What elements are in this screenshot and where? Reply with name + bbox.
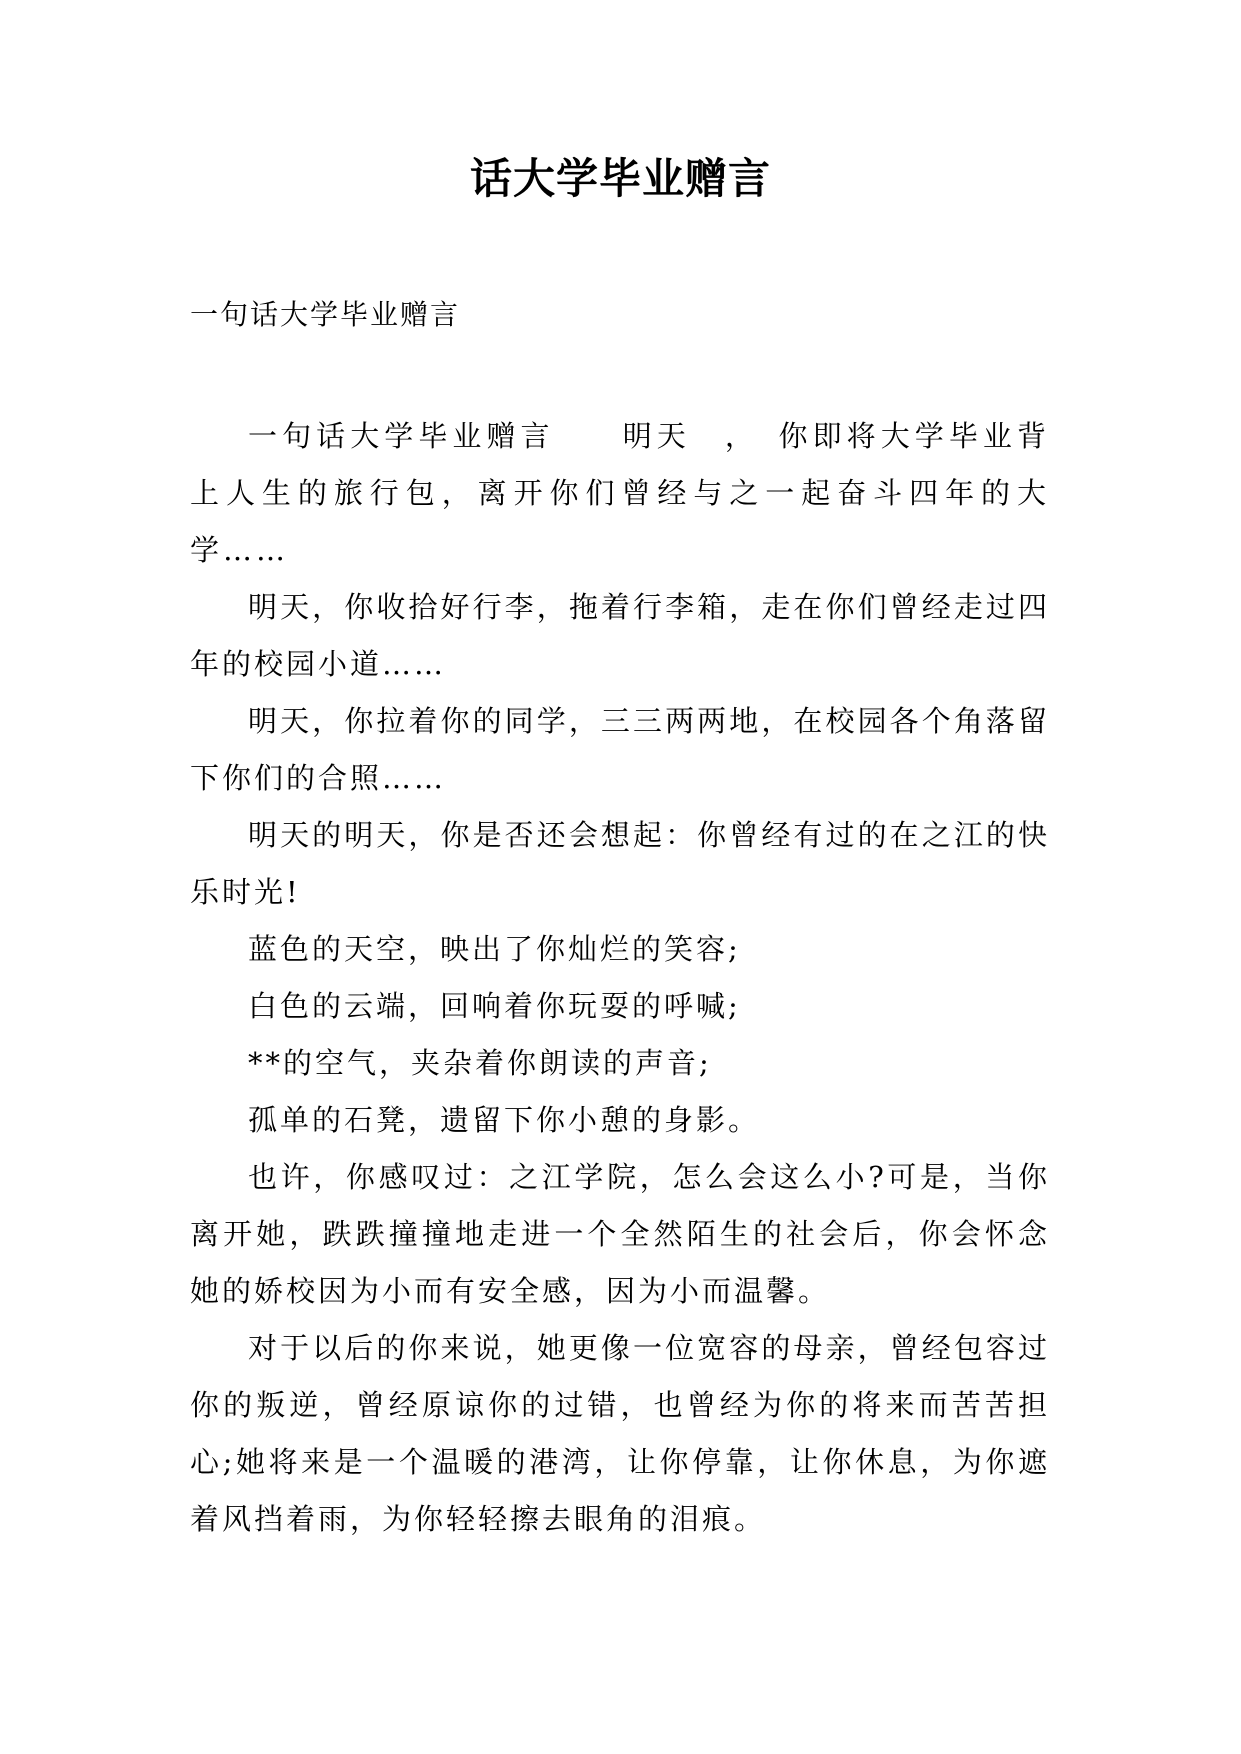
document-body (190, 408, 1050, 1548)
paragraph: 对于以后的你来说，她更像一位宽容的母亲，曾经包容过你的叛逆，曾经原谅你的过错，也曾经为你的将来而苦苦担心;她将来是一个温暖的港湾，让你停靠，让你休息，为你遮着风挡着雨，为你轻轻擦去眼角的泪痕。 (190, 1331, 1050, 1536)
paragraph: 孤单的石凳，遗留下你小憩的身影。 (248, 1103, 761, 1137)
paragraph: 一句话大学毕业赠言 明天 ， 你即将大学毕业背上人生的旅行包，离开你们曾经与之一起奋斗四年的大学…… (190, 419, 1050, 567)
paragraph: 明天，你拉着你的同学，三三两两地，在校园各个角落留下你们的合照…… (190, 704, 1050, 795)
paragraph: 白色的云端，回响着你玩耍的呼喊; (248, 989, 741, 1023)
paragraph: 明天，你收拾好行李，拖着行李箱，走在你们曾经走过四年的校园小道…… (190, 590, 1050, 681)
paragraph: 也许，你感叹过：之江学院，怎么会这么小?可是，当你离开她，跌跌撞撞地走进一个全然陌生的社会后，你会怀念她的娇校因为小而有安全感，因为小而温馨。 (190, 1160, 1050, 1308)
document-subtitle: 一句话大学毕业赠言 (190, 298, 461, 331)
paragraph: 蓝色的天空，映出了你灿烂的笑容; (248, 932, 741, 966)
paragraph: 明天的明天，你是否还会想起：你曾经有过的在之江的快乐时光! (190, 818, 1050, 909)
document-title: 话大学毕业赠言 (469, 154, 771, 203)
paragraph: **的空气，夹杂着你朗读的声音; (248, 1046, 712, 1080)
